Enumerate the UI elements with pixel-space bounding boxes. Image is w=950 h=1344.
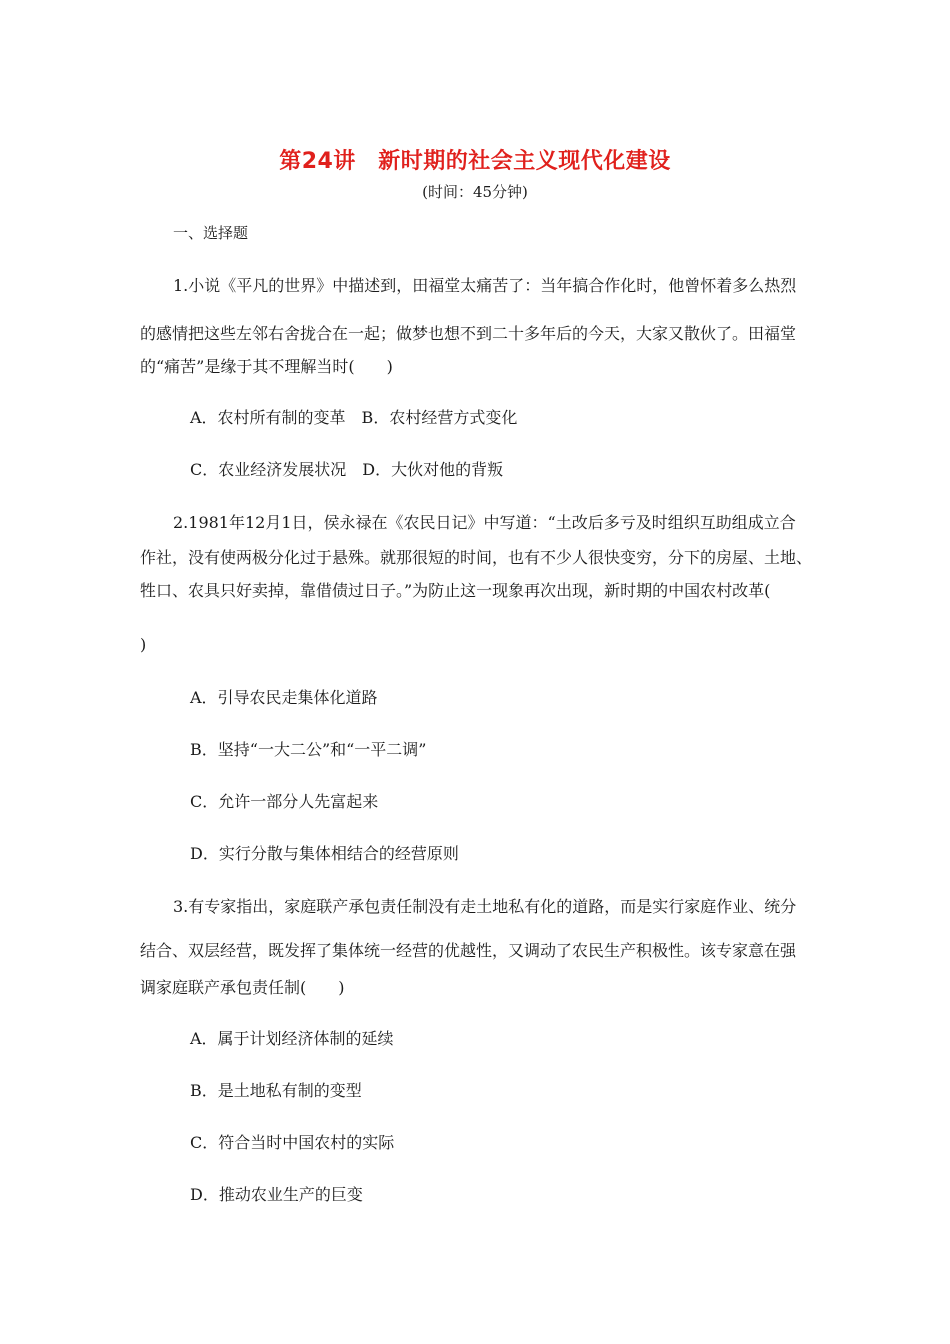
q1-stem-line: 1.小说《平凡的世界》中描述到，田福堂太痛苦了：当年搞合作化时，他曾怀着多么热烈: [173, 276, 797, 295]
q2-option-a: A．引导农民走集体化道路: [190, 688, 378, 707]
q1-stem-line: 的“痛苦”是缘于其不理解当时( ): [140, 357, 393, 376]
q3-option-c: C．符合当时中国农村的实际: [190, 1133, 395, 1152]
q2-stem-line: ): [140, 635, 147, 654]
page-title: 第24讲 新时期的社会主义现代化建设: [279, 149, 671, 174]
q1-options-ab: A．农村所有制的变革 B．农村经营方式变化: [190, 408, 518, 427]
q2-stem-line: 牲口、农具只好卖掉，靠借债过日子。”为防止这一现象再次出现，新时期的中国农村改革(: [140, 581, 771, 600]
q1-options-cd: C．农业经济发展状况 D．大伙对他的背叛: [190, 460, 504, 479]
q2-stem-line: 2.1981年12月1日，侯永禄在《农民日记》中写道：“土改后多亏及时组织互助组成立合: [173, 513, 796, 532]
q2-option-d: D．实行分散与集体相结合的经营原则: [190, 844, 459, 863]
q2-stem-line: 作社，没有使两极分化过于悬殊。就那很短的时间，也有不少人很快变穷，分下的房屋、土地、: [140, 548, 813, 567]
q2-option-c: C．允许一部分人先富起来: [190, 792, 379, 811]
q3-option-b: B．是土地私有制的变型: [190, 1081, 362, 1100]
section-heading: 一、选择题: [173, 224, 249, 242]
q3-option-a: A．属于计划经济体制的延续: [190, 1029, 394, 1048]
q1-stem-line: 的感情把这些左邻右舍拢合在一起；做梦也想不到二十多年后的今天，大家又散伙了。田福堂: [140, 324, 797, 343]
time-limit: (时间：45分钟): [422, 183, 528, 201]
q3-stem-line: 调家庭联产承包责任制( ): [140, 978, 345, 997]
q3-stem-line: 结合、双层经营，既发挥了集体统一经营的优越性，又调动了农民生产积极性。该专家意在强: [140, 941, 797, 960]
q3-stem-line: 3.有专家指出，家庭联产承包责任制没有走土地私有化的道路，而是实行家庭作业、统分: [173, 897, 797, 916]
q3-option-d: D．推动农业生产的巨变: [190, 1185, 363, 1204]
q2-option-b: B．坚持“一大二公”和“一平二调”: [190, 740, 427, 759]
